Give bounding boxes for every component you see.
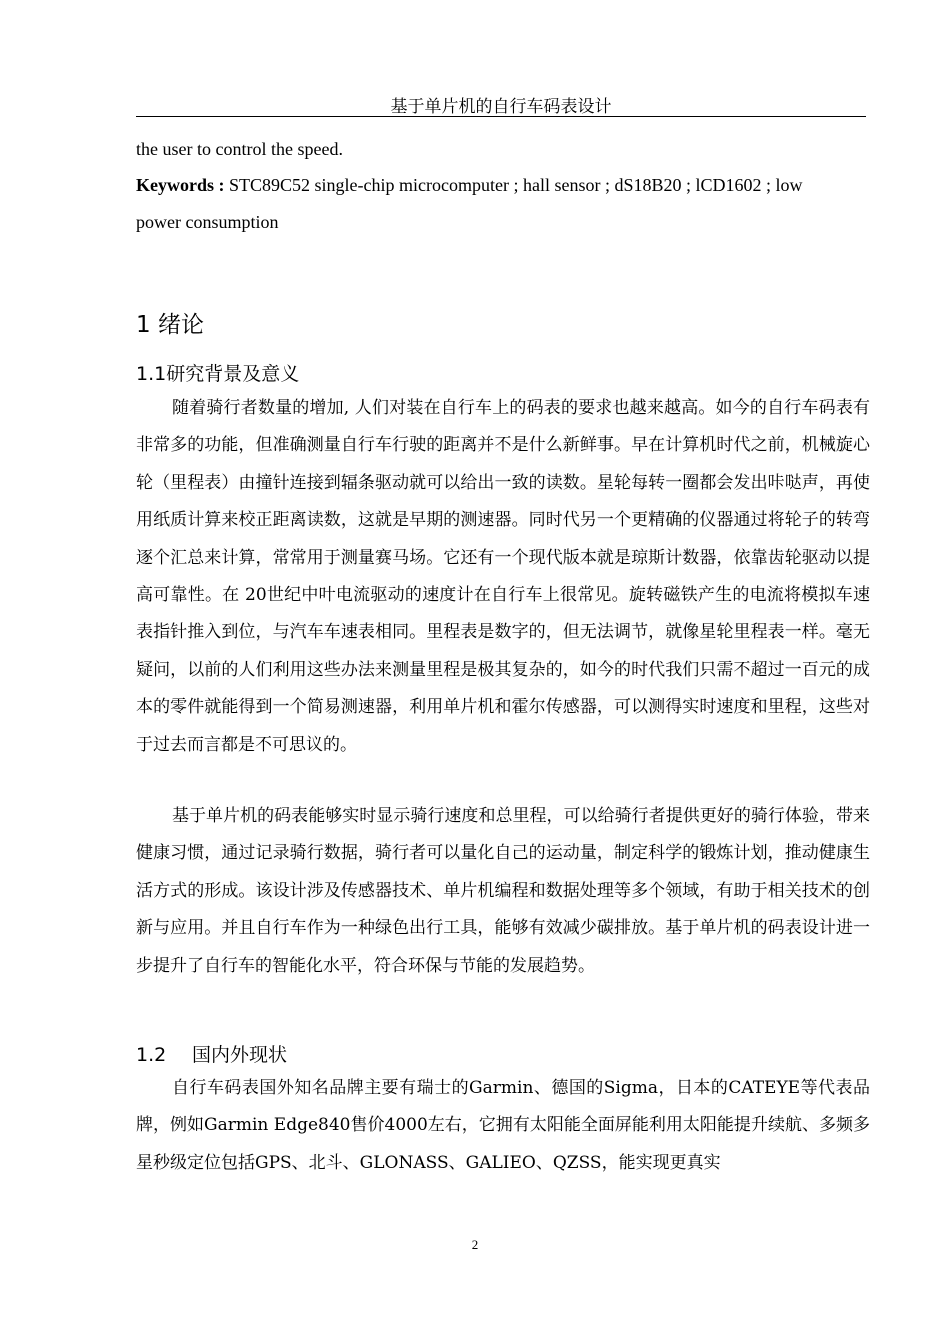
- page-number: 2: [471, 1237, 479, 1252]
- chapter-heading: 1 绪论: [136, 312, 204, 338]
- section-number: 1.2: [136, 1044, 167, 1066]
- body-paragraph: 基于单片机的码表能够实时显示骑行速度和总里程，可以给骑行者提供更好的骑行体验，带来健康习惯，通过记录骑行数据，骑行者可以量化自己的运动量，制定科学的锻炼计划，推动健康生活方式的形成。该设计涉及传感器技术、单片机编程和数据处理等多个领域，有助于相关技术的创新与应用。并且自行车作为一种绿色出行工具，能够有效减少碳排放。基于单片机的码表设计进一步提升了自行车的智能化水平，符合环保与节能的发展趋势。: [136, 806, 870, 976]
- section-number: 1.1: [136, 363, 167, 385]
- keywords-text-continued: power consumption: [136, 212, 279, 232]
- body-paragraph: 随着骑行者数量的增加, 人们对装在自行车上的码表的要求也越来越高。如今的自行车码表有非常多的功能，但准确测量自行车行驶的距离并不是什么新鲜事。早在计算机时代之前，机械旋心轮（里程表）由撞针连接到辐条驱动就可以给出一致的读数。星轮每转一圈都会发出咔哒声，再使用纸质计算来校正距离读数，这就是早期的测速器。同时代另一个更精确的仪器通过将轮子的转弯逐个汇总来计算，常常用于测量赛马场。它还有一个现代版本就是琼斯计数器，依靠齿轮驱动以提高可靠性。在 20世纪中叶电流驱动的速度计在自行车上很常见。旋转磁铁产生的电流将模拟车速表指针推入到位，与汽车车速表相同。里程表是数字的，但无法调节，就像星轮里程表一样。毫无疑问，以前的人们利用这些办法来测量里程是极其复杂的，如今的时代我们只需不超过一百元的成本的零件就能得到一个简易测速器，利用单片机和霍尔传感器，可以测得实时速度和里程，这些对于过去而言都是不可思议的。: [136, 398, 870, 755]
- running-header-title: 基于单片机的自行车码表设计: [390, 97, 612, 117]
- abstract-continuation: the user to control the speed.: [136, 139, 343, 159]
- section-title: 国内外现状: [192, 1044, 288, 1066]
- section-heading-1-1: [136, 359, 299, 386]
- keywords-line: [136, 175, 802, 196]
- keywords-label: Keywords :: [136, 175, 225, 195]
- section-heading-1-2: [136, 1040, 287, 1067]
- body-paragraph: 自行车码表国外知名品牌主要有瑞士的Garmin、德国的Sigma，日本的CATEYE等代表品牌，例如Garmin Edge840售价4000左右，它拥有太阳能全面屏能利用太阳能提升续航、多频多星秒级定位包括GPS、北斗、GLONASS、GALIEO、QZSS，能实现更真实: [136, 1078, 870, 1173]
- header-divider: [136, 116, 866, 117]
- section-title: 研究背景及意义: [166, 363, 300, 385]
- keywords-text: STC89C52 single-chip microcomputer ; hall sensor ; dS18B20 ; lCD1602 ; low: [224, 175, 803, 195]
